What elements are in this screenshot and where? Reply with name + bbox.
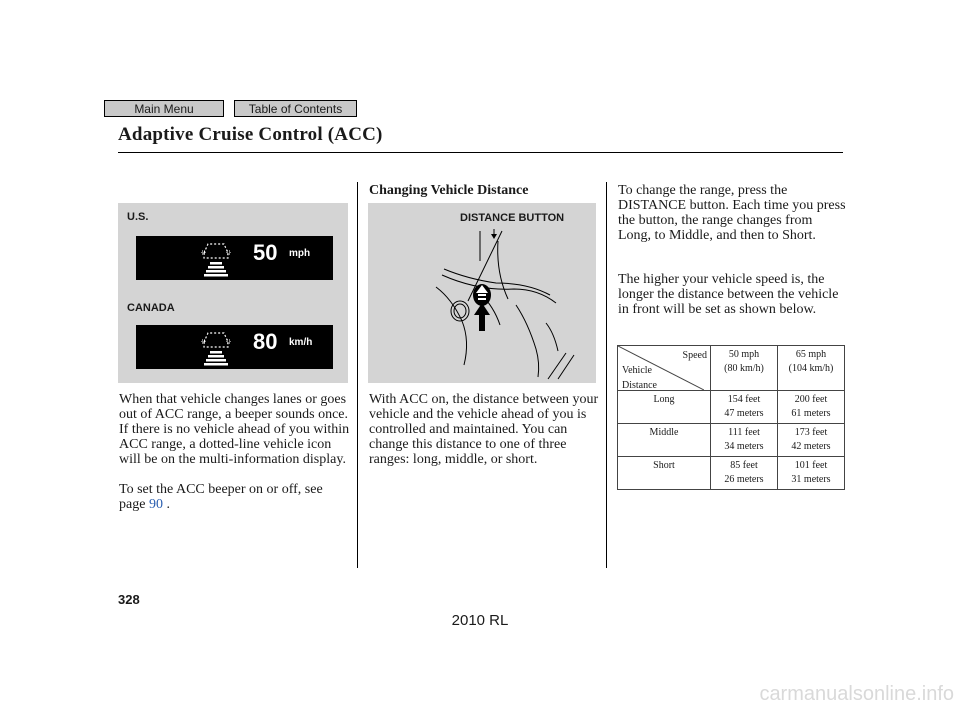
- page-90-link[interactable]: 90: [148, 497, 163, 512]
- us-display: [136, 236, 333, 280]
- site-watermark: carmanualsonline.info: [759, 683, 954, 705]
- cell-feet: 85 feet: [730, 460, 758, 471]
- distance-table: [617, 345, 845, 490]
- table-cell: [711, 457, 778, 490]
- section-heading: Changing Vehicle Distance: [369, 183, 529, 198]
- table-cell: [778, 391, 845, 424]
- col-50mph-speed: 50 mph: [728, 349, 760, 360]
- us-speed-unit: mph: [289, 248, 311, 259]
- cell-meters: 42 meters: [791, 441, 831, 452]
- steering-wheel-drawing: [368, 203, 596, 383]
- canada-speed-unit: km/h: [289, 337, 313, 348]
- cell-meters: 61 meters: [791, 408, 831, 419]
- cell-meters: 31 meters: [791, 474, 831, 485]
- dotted-vehicle-icon: [196, 239, 236, 277]
- title-divider: [118, 152, 843, 153]
- acc-beeper-paragraph: When that vehicle changes lanes or goes out of ACC range, a beeper sounds once. If there is no vehicle ahead of you within ACC range, a dotted-line vehicle icon will be on the multi-information display.: [119, 392, 350, 467]
- col-65mph-header: [778, 346, 845, 391]
- beeper-setting-paragraph: [119, 482, 351, 512]
- corner-vehicle-text: Vehicle: [622, 365, 652, 376]
- col-65mph-kmh: (104 km/h): [788, 363, 834, 374]
- us-speed-value: 50: [253, 240, 278, 265]
- column-divider-right: [606, 182, 607, 568]
- col-50mph-header: [711, 346, 778, 391]
- table-cell: [778, 457, 845, 490]
- column-divider-left: [357, 182, 358, 568]
- cell-feet: 173 feet: [794, 427, 828, 438]
- distance-display-illustration: [118, 203, 348, 383]
- col-65mph-speed: 65 mph: [795, 349, 827, 360]
- row-label: Long: [618, 391, 711, 424]
- col-50mph-kmh: (80 km/h): [724, 363, 764, 374]
- table-cell: [778, 424, 845, 457]
- cell-meters: 47 meters: [724, 408, 764, 419]
- table-row: [618, 424, 845, 457]
- corner-distance-text: Distance: [622, 380, 657, 391]
- table-row: [618, 457, 845, 490]
- corner-speed-label: Speed: [682, 350, 707, 361]
- cell-feet: 154 feet: [727, 394, 761, 405]
- distance-button-callout: DISTANCE BUTTON: [460, 212, 565, 224]
- acc-distance-paragraph: With ACC on, the distance between your vehicle and the vehicle ahead of you is controlled and maintained. You can change this distance to one of three ranges: long, middle, or short.: [369, 392, 599, 467]
- canada-speed-value: 80: [253, 329, 278, 354]
- beeper-setting-text: To set the ACC beeper on or off, see page: [119, 482, 323, 512]
- table-corner-cell: [618, 346, 711, 391]
- beeper-setting-suffix: .: [162, 497, 170, 512]
- canada-label: CANADA: [127, 302, 175, 314]
- corner-vehicle-distance-label: [622, 363, 657, 393]
- canada-display: [136, 325, 333, 369]
- page-number: 328: [118, 592, 140, 607]
- cell-feet: 200 feet: [794, 394, 828, 405]
- table-row: [618, 391, 845, 424]
- model-year-label: 2010 RL: [451, 612, 509, 629]
- row-label: Middle: [618, 424, 711, 457]
- speed-distance-paragraph: The higher your vehicle speed is, the longer the distance between the vehicle in front will be set as shown below.: [618, 272, 839, 317]
- table-cell: [711, 391, 778, 424]
- steering-wheel-illustration: [368, 203, 596, 383]
- table-header-row: [618, 346, 845, 391]
- table-of-contents-button[interactable]: Table of Contents: [234, 100, 357, 117]
- cell-feet: 111 feet: [728, 427, 760, 438]
- distance-button-paragraph: To change the range, press the DISTANCE button. Each time you press the button, the range changes from Long, to Middle, and then to Short.: [618, 183, 846, 243]
- us-label: U.S.: [127, 211, 149, 223]
- cell-meters: 26 meters: [724, 474, 764, 485]
- dotted-vehicle-icon: [196, 328, 236, 366]
- cell-feet: 101 feet: [794, 460, 828, 471]
- row-label: Short: [618, 457, 711, 490]
- main-menu-button[interactable]: Main Menu: [104, 100, 224, 117]
- cell-meters: 34 meters: [724, 441, 764, 452]
- page-title: Adaptive Cruise Control (ACC): [118, 124, 383, 145]
- table-cell: [711, 424, 778, 457]
